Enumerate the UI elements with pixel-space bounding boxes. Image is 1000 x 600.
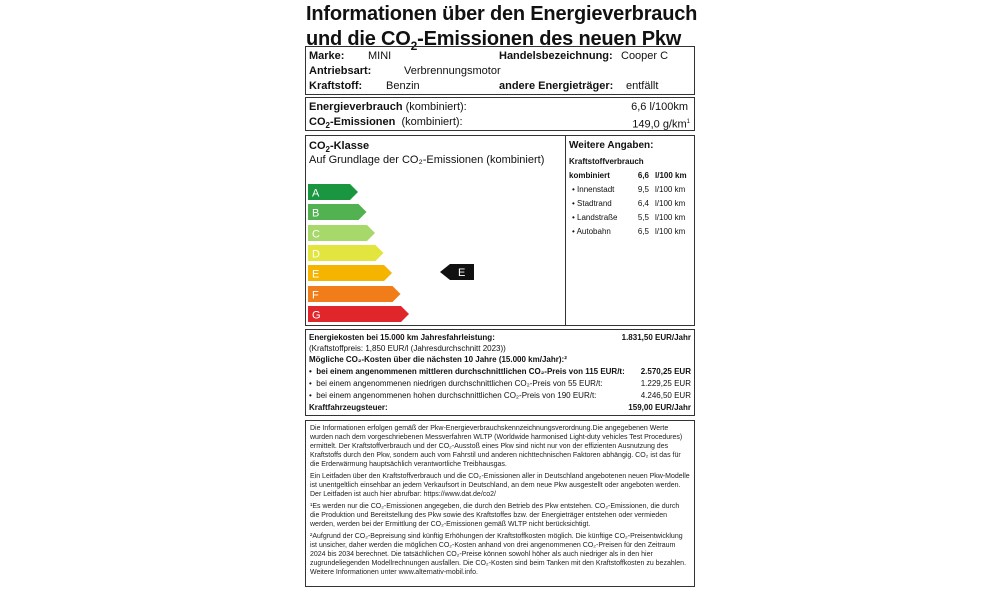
antrieb-label: Antriebsart:	[309, 65, 372, 77]
energie-value: 6,6 l/100km	[631, 101, 688, 113]
class-arrow-c	[308, 225, 375, 241]
class-arrow-b	[308, 204, 367, 220]
class-arrow-g	[308, 306, 409, 322]
kraftstoff-label: Kraftstoff:	[309, 80, 363, 92]
title-line-2: und die $CO_2$-Emissionen des neuen Pkw	[306, 28, 682, 53]
steuer-label: Kraftfahrzeugsteuer:	[309, 403, 388, 412]
weitere-row-label: • Stadtrand	[572, 199, 612, 208]
class-arrow-e	[308, 265, 392, 281]
weitere-head-unit: l/100 km	[655, 171, 687, 180]
hoch-value: 4.246,50 EUR	[640, 391, 691, 400]
marke-label: Marke:	[309, 50, 345, 62]
class-arrow-label: A	[312, 187, 320, 200]
weitere-head-value: 6,6	[637, 171, 649, 180]
class-arrow-label: D	[312, 248, 320, 261]
niedrig-value: 1.229,25 EUR	[640, 379, 691, 388]
mittel-row: • bei einem angenommenen mittleren durchschnittlichen CO₂-Preis von 115 EUR/t:	[309, 367, 625, 376]
class-arrow-label: B	[312, 207, 320, 220]
weitere-row-label: • Innenstadt	[572, 185, 615, 194]
weitere-row-unit: l/100 km	[655, 185, 686, 194]
co2-kosten-label: Mögliche CO₂-Kosten über die nächsten 10 Jahre (15.000 km/Jahr):²	[309, 355, 567, 364]
andere-value: entfällt	[626, 80, 659, 92]
class-arrow-label: G	[312, 309, 321, 322]
co2-row: $CO_2$-Emissionen (kombiniert):	[309, 116, 463, 131]
vehicle-info-box	[305, 46, 695, 95]
weitere-row-label: • Autobahn	[572, 227, 611, 236]
weitere-row-label: • Landstraße	[572, 213, 618, 222]
mittel-value: 2.570,25 EUR	[640, 367, 691, 376]
andere-label: andere Energieträger:	[499, 80, 614, 92]
niedrig-row: • bei einem angenommenen niedrigen durchschnittlichen CO₂-Preis von 55 EUR/t:	[309, 379, 603, 388]
antrieb-value: Verbrennungsmotor	[404, 65, 501, 77]
hoch-row: • bei einem angenommenen hohen durchschnittlichen CO₂-Preis von 190 EUR/t:	[309, 391, 597, 400]
class-arrow-f	[308, 286, 401, 302]
consumption-box	[305, 97, 695, 131]
class-arrow-label: C	[312, 228, 320, 241]
legal-paragraph-2: Ein Leitfaden über den Kraftstoffverbrauch und die CO₂-Emissionen aller in Deutschland angebotenen neuen Pkw-Modelle ist unentgeltlich einsehbar an jedem Verkaufsort in Deutschland, an dem neue Pkw ausgestellt oder angeboten werden. Der Leitfaden ist auch hier abrufbar: https://www.dat.de/co2/	[310, 473, 690, 498]
handel-label: Handelsbezeichnung:	[499, 50, 613, 62]
weitere-row-unit: l/100 km	[655, 199, 686, 208]
handel-value: Cooper C	[621, 50, 669, 62]
legal-box	[305, 420, 695, 587]
weitere-head-1: Kraftstoffverbrauch	[569, 157, 644, 166]
weitere-row-unit: l/100 km	[655, 227, 686, 236]
costs-box	[305, 329, 695, 416]
kraftstoff-value: Benzin	[386, 80, 420, 92]
legal-text	[310, 424, 690, 580]
weitere-row-value: 5,5	[637, 213, 649, 222]
weitere-title: Weitere Angaben:	[569, 140, 654, 151]
energiekosten-label: Energiekosten bei 15.000 km Jahresfahrleistung:	[309, 333, 495, 342]
energiekosten-value: 1.831,50 EUR/Jahr	[621, 333, 691, 342]
energie-row: Energieverbrauch (kombiniert):	[309, 101, 467, 113]
weitere-head-2: kombiniert	[569, 171, 610, 180]
class-arrow-label: E	[312, 268, 320, 281]
weitere-row-unit: l/100 km	[655, 213, 686, 222]
weitere-row-value: 6,4	[637, 199, 649, 208]
kraftstoffpreis: (Kraftstoffpreis: 1,850 EUR/l (Jahresdurchschnitt 2023))	[309, 344, 506, 353]
co2-value: 149,0 $g/km^1$	[632, 118, 690, 131]
weitere-row-value: 6,5	[637, 227, 649, 236]
weitere-row-value: 9,5	[637, 185, 649, 194]
class-arrow-d	[308, 245, 384, 261]
marke-value: MINI	[368, 50, 392, 62]
legal-paragraph-3: ¹Es werden nur die CO₂-Emissionen angegeben, die durch den Betrieb des Pkw entstehen. CO₂-Emissionen, die durch die Produktion und Bereitstellung des Pkw sowie des Kraftstoffes bzw. der Energieträger entstehen oder vermieden werden, werden bei der Ermittlung der CO₂-Emissionen gemäß WLTP nicht berücksichtigt.	[310, 503, 680, 528]
steuer-value: 159,00 EUR/Jahr	[628, 403, 691, 412]
klasse-subtitle: Auf Grundlage der CO₂-Emissionen (kombiniert)	[309, 154, 545, 166]
class-arrow-label: F	[312, 289, 319, 301]
klasse-title: $CO_2$-Klasse	[309, 140, 370, 155]
title-line-1: Informationen über den Energieverbrauch	[306, 3, 698, 25]
class-arrow-a	[308, 184, 358, 200]
current-class-marker	[440, 264, 474, 280]
legal-paragraph-4: ²Aufgrund der CO₂-Bepreisung sind künftig Erhöhungen der Kraftstoffkosten möglich. Die künftige CO₂-Preisentwicklung ist unsicher, daher werden die möglichen CO₂-Kosten anhand von drei angenommenen CO₂-Preisen für den Zeitraum 2024 bis 2034 berechnet. Die tatsächlichen CO₂-Preise können sowohl höher als auch niedriger als in den hier zugrundeliegenden Modellrechnungen ausfallen. Die CO₂-Kosten sind beim Tanken mit den Kraftstoffkosten zu bezahlen. Weitere Informationen unter www.alternativ-mobil.info.	[310, 533, 687, 576]
current-class-label: E	[458, 267, 466, 279]
legal-paragraph-1: Die Informationen erfolgen gemäß der Pkw-Energieverbrauchskennzeichnungsverordnung.Die angegebenen Werte wurden nach dem vorgeschriebenen Messverfahren WLTP (Worldwide harmonised Light-duty vehicles Test Procedures) ermittelt. Der Kraftstoffverbrauch und der CO₂-Ausstoß eines Pkw sind nicht nur von der effizienten Ausnutzung des Kraftstoffs durch den Pkw, sondern auch vom Fahrstil und anderen nichttechnischen Faktoren abhängig. CO₂ ist das für die Erderwärmung hauptsächlich verantwortliche Treibhausgas.	[310, 425, 683, 468]
